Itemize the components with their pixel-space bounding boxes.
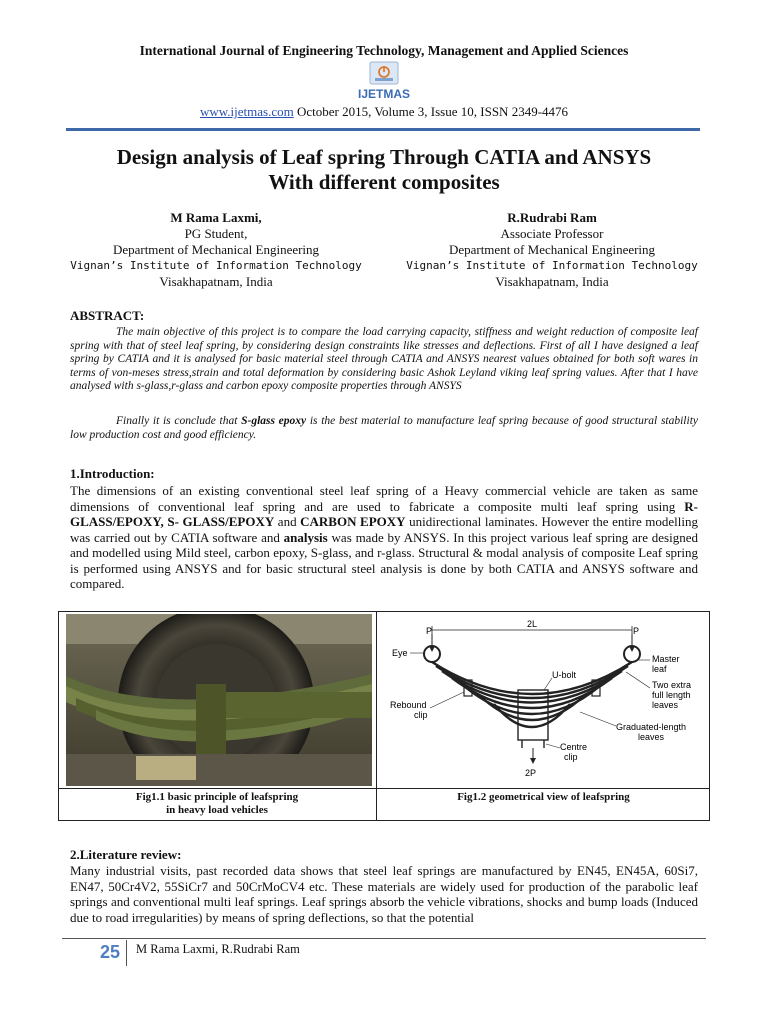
svg-text:clip: clip [414,710,428,720]
highlight-s-glass: S-glass epoxy [241,415,307,427]
table-divider [58,788,710,789]
author-location: Visakhapatnam, India [495,274,609,289]
issue-line [0,104,768,120]
title-line-1: Design analysis of Leaf spring Through CATIA and ANSYS [116,145,652,169]
svg-text:leaf: leaf [652,664,667,674]
author-department: Department of Mechanical Engineering [112,242,320,257]
svg-text:leaves: leaves [638,732,665,742]
table-divider [376,611,377,821]
leaf-spring-photo [66,614,372,786]
rebound-clip-label: Rebound [390,700,427,710]
footer-divider [126,940,127,966]
issue-info: October 2015, Volume 3, Issue 10, ISSN 2349-4476 [293,104,569,119]
literature-heading: 2.Literature review: [70,847,182,862]
load-2p-label: 2P [525,768,537,778]
load-p-right: P [633,626,640,636]
author-role: PG Student, [184,226,248,241]
author-institute: Vignan’s Institute of Information Technology [70,259,362,272]
author-name: R.Rudrabi Ram [507,210,597,225]
svg-text:clip: clip [564,752,578,762]
figure-1-caption: Fig1.1 basic principle of leafspring in heavy load vehicles [135,791,299,816]
header-rule [66,128,700,131]
leaf-spring-diagram [380,616,706,786]
two-extra-label: Two extra [652,680,692,690]
master-leaf-label: Master [652,654,680,664]
logo-text: IJETMAS [357,87,411,101]
ubolt-label: U-bolt [552,670,577,680]
figure-2-caption: Fig1.2 geometrical view of leafspring [457,791,630,803]
author-role: Associate Professor [500,226,604,241]
website-link[interactable]: www.ijetmas.com [199,104,294,119]
author-location: Visakhapatnam, India [159,274,273,289]
eye-label: Eye [392,648,408,658]
abstract-paragraph-1: The main objective of this project is to compare the load carrying capacity, stiffness and weight reduction of composite leaf spring with that of steel leaf spring, by considering design constraints like stresses and deflections. First of all I have designed a leaf spring by CATIA and it is analysed for basic material steel through CATIA and ANSYS nearest values obtained for both soft wares in terms of von-meses stress,strain and total deformation by considering basic Ashok Leyland viking leaf spring values. After that I have analysed with s-glass,r-glass and carbon epoxy composite properties through ANSYS [70,326,698,392]
paper-title [40,145,728,195]
footer-authors: M Rama Laxmi, R.Rudrabi Ram [136,942,300,956]
centre-clip-label: Centre [560,742,588,752]
author-department: Department of Mechanical Engineering [448,242,656,257]
footer-rule [62,938,706,939]
graduated-leaves-label: Graduated-length [616,722,687,732]
title-line-2: With different composites [268,170,500,194]
page-number: 25 [100,942,121,962]
span-label: 2L [526,619,538,629]
author-institute: Vignan’s Institute of Information Technology [406,259,698,272]
introduction-heading: 1.Introduction: [70,466,155,481]
abstract-heading: ABSTRACT: [70,308,145,323]
author-block-2 [392,210,712,290]
author-name: M Rama Laxmi, [170,210,262,225]
author-block-1 [56,210,376,290]
svg-text:leaves: leaves [652,700,679,710]
introduction-text: The dimensions of an existing conventional steel leaf spring of a Heavy commercial vehicle are taken as same dimensions of conventional leaf spring and are used to fabricate a composite multi leaf spring using R-GLASS/EPOXY, S- GLASS/EPOXY and CARBON EPOXY unidirectional laminates. However the entire modelling was carried out by CATIA software and analysis was made by ANSYS. In this project various leaf spring are designed and modelled using Mild steel, carbon epoxy, S-glass, and r-glass. Structural & modal analysis of composite Leaf spring is performed using ANSYS and for basic structural steel analysis is done by both CATIA and ANSYS software and compared. [70,483,698,591]
load-p-left: P [426,626,433,636]
svg-text:full length: full length [652,690,691,700]
literature-text: Many industrial visits, past recorded data shows that steel leaf springs are manufactured by EN45, EN45A, 60Si7, EN47, 50Cr4V2, 55SiCr7 and 50CrMoCV4 etc. These materials are widely used for production of the parabolic leaf springs and conventional multi leaf springs. Leaf springs absorb the vehicle vibrations, shocks and bump loads (Induced due to road irregularities) by means of spring deflections, so that the potential [70,863,698,925]
journal-logo [344,60,424,104]
abstract-paragraph-2: Finally it is conclude that S-glass epoxy is the best material to manufacture leaf spring because of good structural stability low production cost and good efficiency. [70,415,698,441]
journal-name: International Journal of Engineering Technology, Management and Applied Sciences [139,43,629,58]
